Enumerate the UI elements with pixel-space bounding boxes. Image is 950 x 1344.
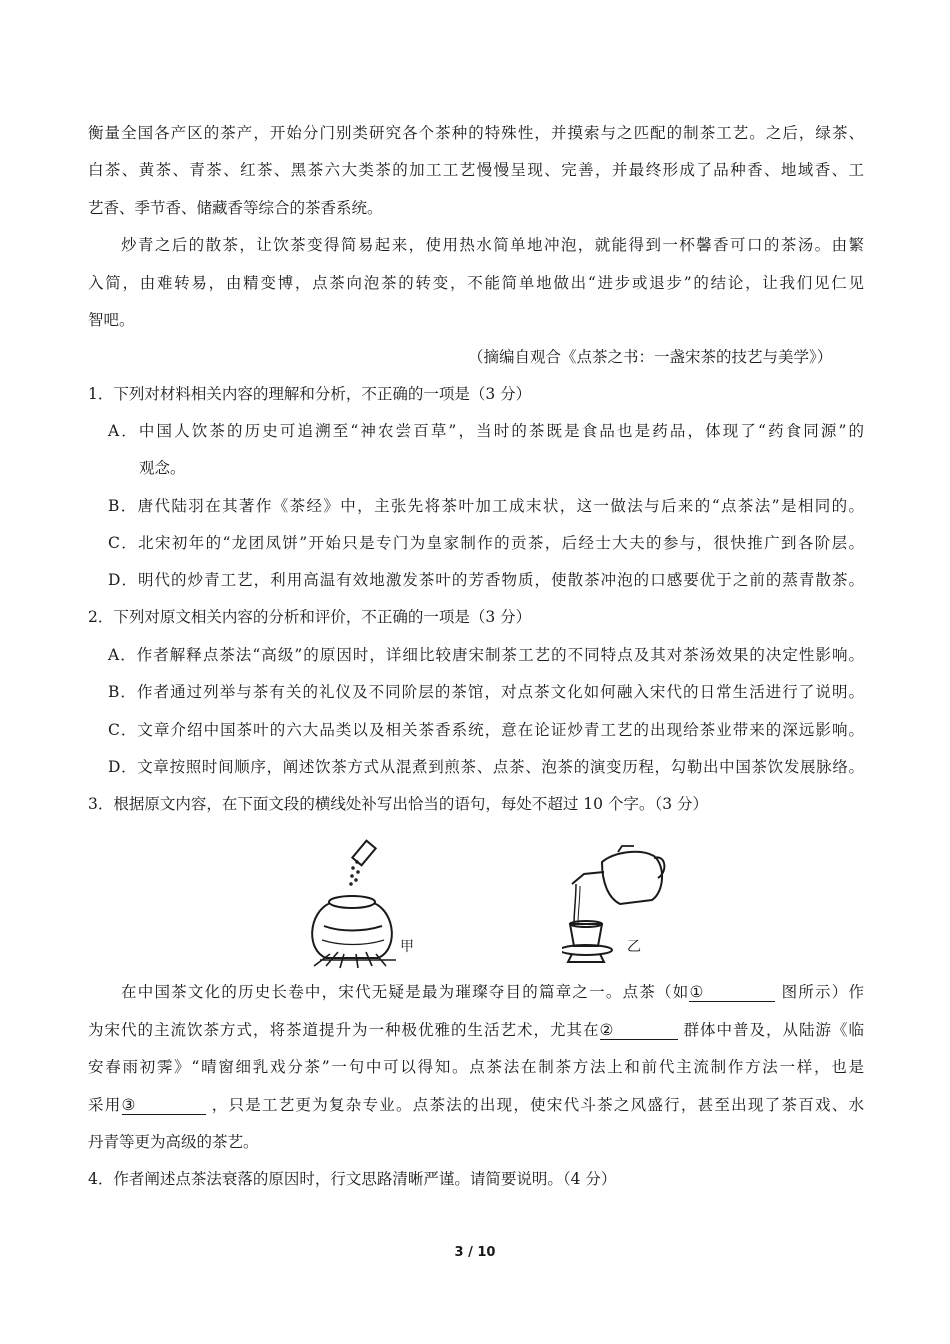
intro-line-1: 衡量全国各产区的茶产，开始分门别类研究各个茶种的特殊性，并摸索与之匹配的制茶工艺。之后，绿茶、 — [88, 124, 864, 142]
q1-stem: 1．下列对材料相关内容的理解和分析，不正确的一项是（3 分） — [88, 385, 532, 403]
page-number: 3 / 10 — [454, 1245, 496, 1260]
q4-stem: 4．作者阐述点茶法衰落的原因时，行文思路清晰严谨。请简要说明。（4 分） — [88, 1170, 617, 1188]
q2-option-d: D．文章按照时间顺序，阐述饮茶方式从混煮到煎茶、点茶、泡茶的演变历程，勾勒出中国茶饮发展脉络。 — [108, 758, 864, 776]
q2-option-b: B．作者通过列举与茶有关的礼仪及不同阶层的茶馆，对点茶文化如何融入宋代的日常生活进行了说明。 — [108, 683, 864, 701]
intro-line-3: 艺香、季节香、储藏香等综合的茶香系统。 — [88, 199, 383, 217]
answer-blank-2[interactable]: ② — [600, 1021, 678, 1040]
q3-text: 在中国茶文化的历史长卷中，宋代无疑是最为璀璨夺目的篇章之一。点茶（如 — [121, 983, 690, 1001]
q3-text: 群体中普及，从陆游《临 — [683, 1021, 864, 1039]
intro-line-6: 智吧。 — [88, 311, 135, 329]
q2-option-a: A．作者解释点茶法“高级”的原因时，详细比较唐宋制茶工艺的不同特点及其对茶汤效果的决定性影响。 — [108, 646, 864, 664]
q3-text: ，只是工艺更为复杂专业。点茶法的出现，使宋代斗茶之风盛行，甚至出现了茶百戏、水 — [211, 1096, 864, 1114]
answer-blank-3[interactable]: ③ — [122, 1096, 206, 1115]
q3-text: 采用 — [88, 1096, 122, 1114]
q1-option-d: D．明代的炒青工艺，利用高温有效地激发茶叶的芳香物质，使散茶冲泡的口感要优于之前的蒸青散茶。 — [108, 571, 864, 589]
q3-passage-line-5: 丹青等更为高级的茶艺。 — [88, 1133, 259, 1151]
q3-passage-line-3: 安春雨初霁》“晴窗细乳戏分茶”一句中可以得知。点茶法在制茶方法上和前代主流制作方法一样，也是 — [88, 1058, 864, 1076]
q3-text: 为宋代的主流饮茶方式，将茶道提升为一种极优雅的生活艺术，尤其在 — [88, 1021, 600, 1039]
figure-label-jia: 甲 — [400, 939, 414, 955]
q3-passage-line-2 — [88, 1020, 864, 1040]
q3-passage-line-1 — [121, 982, 864, 1002]
q1-option-a-cont: 观念。 — [139, 459, 186, 477]
q3-stem: 3．根据原文内容，在下面文段的横线处补写出恰当的语句，每处不超过 10 个字。（3 分） — [88, 795, 708, 813]
q1-option-a: A．中国人饮茶的历史可追溯至“神农尝百草”，当时的茶既是食品也是药品，体现了“药食同源”的 — [108, 422, 864, 440]
intro-line-5: 入简，由难转易，由精变博，点茶向泡茶的转变，不能简单地做出“进步或退步”的结论，让我们见仁见 — [88, 274, 864, 292]
q1-option-c: C．北宋初年的“龙团凤饼”开始只是专门为皇家制作的贡茶，后经士大夫的参与，很快推广到各阶层。 — [108, 534, 864, 552]
q3-passage-line-4 — [88, 1095, 864, 1115]
q1-option-b: B．唐代陆羽在其著作《茶经》中，主张先将茶叶加工成末状，这一做法与后来的“点茶法”是相同的。 — [108, 497, 864, 515]
figure-label-yi: 乙 — [627, 939, 641, 955]
q2-option-c: C．文章介绍中国茶叶的六大品类以及相关茶香系统，意在论证炒青工艺的出现给茶业带来的深远影响。 — [108, 721, 864, 739]
q2-stem: 2．下列对原文相关内容的分析和评价，不正确的一项是（3 分） — [88, 608, 532, 626]
q3-text: 图所示）作 — [781, 983, 864, 1001]
teapot-pouring-illustration — [562, 842, 668, 964]
source-citation: （摘编自观合《点茶之书：一盏宋茶的技艺与美学》） — [468, 348, 833, 366]
answer-blank-1[interactable]: ① — [689, 983, 775, 1002]
intro-line-4: 炒青之后的散茶，让饮茶变得简易起来，使用热水简单地冲泡，就能得到一杯馨香可口的茶汤。由繁 — [121, 236, 864, 254]
intro-line-2: 白茶、黄茶、青茶、红茶、黑茶六大类茶的加工工艺慢慢呈现、完善，并最终形成了品种香、地域香、工 — [88, 161, 864, 179]
